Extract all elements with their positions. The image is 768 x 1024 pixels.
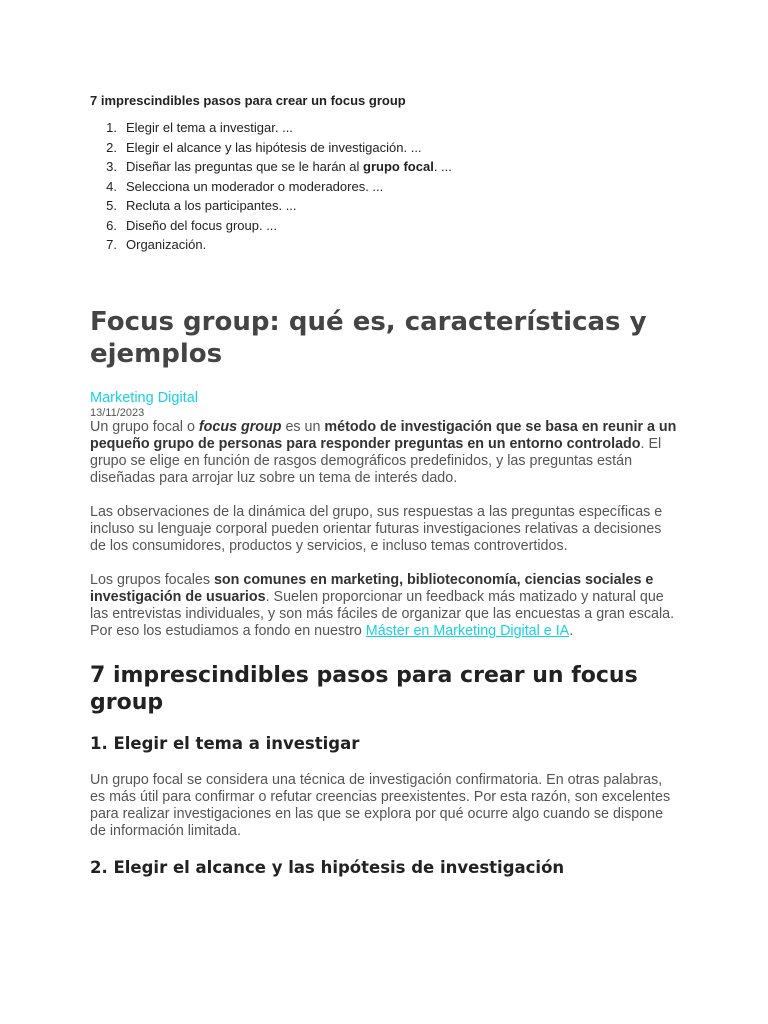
list-item-number: 6. bbox=[106, 217, 117, 233]
text-run: Los grupos focales bbox=[90, 572, 214, 588]
list-item-text: Recluta a los participantes. ... bbox=[126, 198, 297, 213]
intro-paragraph bbox=[90, 419, 680, 487]
text-run: . bbox=[569, 623, 574, 639]
list-item-number: 3. bbox=[106, 159, 117, 174]
page-title: Focus group: qué es, características y ejemplos bbox=[90, 307, 647, 369]
text-run: es un bbox=[281, 419, 325, 435]
list-item-text: Elegir el tema a investigar. ... bbox=[126, 120, 293, 135]
list-item-bold: grupo focal bbox=[363, 159, 434, 174]
list-item bbox=[90, 118, 452, 138]
master-link[interactable]: Máster en Marketing Digital e IA bbox=[365, 623, 570, 639]
text-run: . Suelen proporcionar un feedback más matizado y natural que las entrevistas individuales, y son más fáciles de organizar que las encuestas a gran escala. Por eso los estudiamos a fondo en nuestro bbox=[90, 589, 675, 639]
list-item bbox=[90, 216, 452, 236]
list-item bbox=[90, 138, 452, 158]
list-item-number: 2. bbox=[106, 139, 117, 155]
category-link[interactable]: Marketing Digital bbox=[90, 390, 198, 406]
list-item-text: Selecciona un moderador o moderadores. ... bbox=[126, 178, 384, 194]
article bbox=[90, 306, 680, 896]
list-item-text: Diseño del focus group. ... bbox=[126, 217, 278, 233]
list-item-number: 5. bbox=[106, 198, 117, 213]
list-item bbox=[90, 235, 452, 255]
step-1-heading: 1. Elegir el tema a investigar bbox=[90, 734, 360, 753]
section-heading: 7 imprescindibles pasos para crear un focus group bbox=[90, 663, 638, 715]
text-run-bold-italic: focus group bbox=[198, 419, 282, 435]
list-item-number: 4. bbox=[106, 178, 117, 194]
step-1-paragraph: Un grupo focal se considera una técnica de investigación confirmatoria. En otras palabras, es más útil para confirmar o refutar creencias preexistentes. Por esta razón, son excelentes para realizar investigaciones en las que se explora por qué ocurre algo cuando se dispone de información limitada. bbox=[90, 772, 671, 839]
text-run: Un grupo focal o bbox=[90, 419, 199, 435]
list-item-text: Diseñar las preguntas que se le harán al bbox=[126, 159, 364, 174]
text-run: . El grupo se elige en función de rasgos demográficos predefinidos, y las preguntas están diseñadas para arrojar luz sobre un tema de interés dado. bbox=[90, 436, 662, 486]
list-item bbox=[90, 157, 452, 177]
snippet-steps-list bbox=[90, 118, 452, 255]
observations-paragraph: Las observaciones de la dinámica del grupo, sus respuestas a las preguntas específicas e incluso su lenguaje corporal pueden orientar futuras investigaciones relativas a decisiones de los consumidores, productos y servicios, e incluso temas controvertidos. bbox=[90, 504, 663, 554]
text-run-bold: son comunes en marketing, biblioteconomía, ciencias sociales e investigación de usuarios bbox=[90, 572, 654, 605]
list-item-text: Organización. bbox=[126, 237, 207, 252]
list-item-text: . ... bbox=[433, 159, 452, 174]
snippet-title: 7 imprescindibles pasos para crear un focus group bbox=[90, 93, 406, 108]
list-item-number: 1. bbox=[106, 120, 117, 135]
focus-groups-paragraph bbox=[90, 572, 680, 640]
list-item-number: 7. bbox=[106, 237, 117, 252]
publish-date: 13/11/2023 bbox=[90, 407, 145, 419]
step-2-heading: 2. Elegir el alcance y las hipótesis de investigación bbox=[90, 858, 565, 877]
list-item bbox=[90, 196, 452, 216]
list-item bbox=[90, 177, 452, 197]
text-run-bold: método de investigación que se basa en reunir a un pequeño grupo de personas para responder preguntas en un entorno controlado bbox=[90, 419, 677, 452]
list-item-text: Elegir el alcance y las hipótesis de investigación. ... bbox=[126, 139, 422, 155]
